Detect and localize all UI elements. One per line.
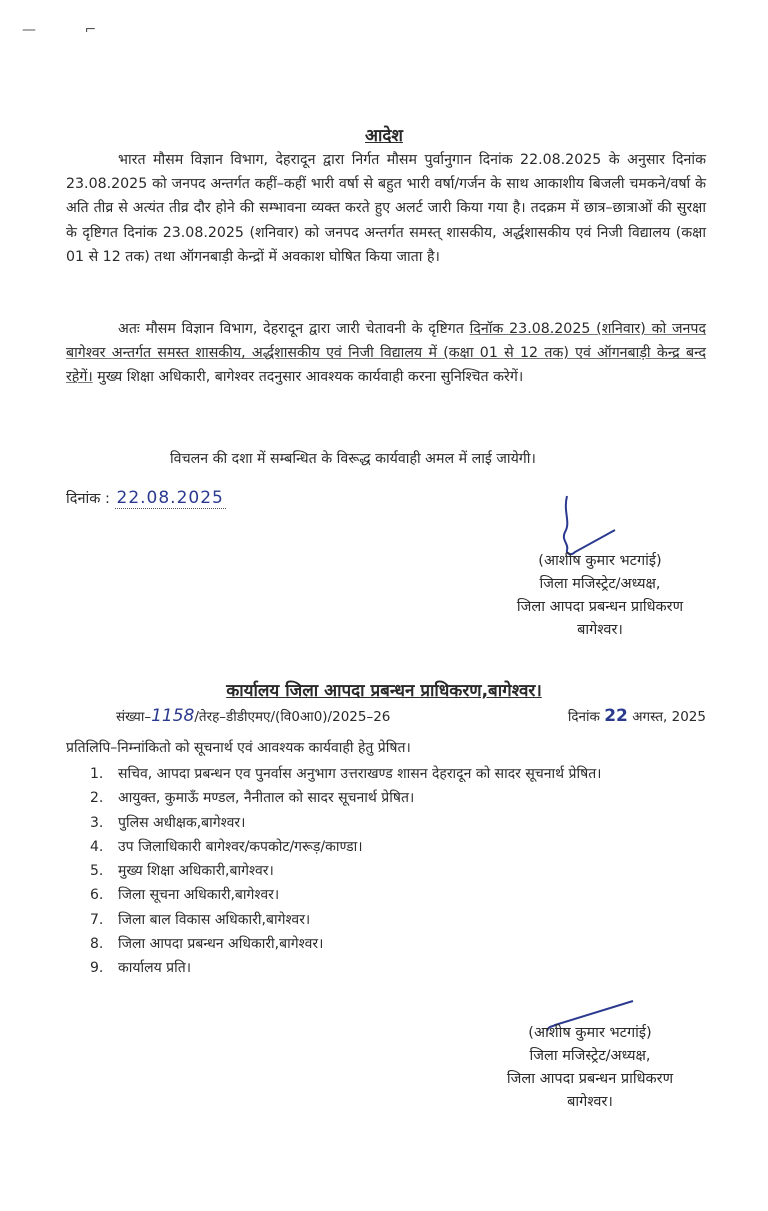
paragraph-1 xyxy=(66,148,706,269)
item-text: उप जिलाधिकारी बागेश्वर/कपकोट/गरूड़/काण्डा। xyxy=(118,838,363,855)
copy-to-list xyxy=(90,762,601,981)
signatory-designation: जिला मजिस्ट्रेट/अध्यक्ष, xyxy=(529,1048,651,1064)
corner-marks: — ⌐ xyxy=(22,22,119,38)
item-number: 5. xyxy=(90,863,104,880)
signatory-block-1 xyxy=(480,550,720,642)
signatory-authority: जिला आपदा प्रबन्धन प्राधिकरण xyxy=(506,1071,674,1087)
ref-date-day: 22 xyxy=(604,706,628,726)
item-number: 1. xyxy=(90,766,104,782)
item-text: जिला आपदा प्रबन्धन अधिकारी,बागेश्वर। xyxy=(118,936,324,953)
item-text: आयुक्त, कुमाऊँ मण्डल, नैनीताल को सादर सूचनार्थ प्रेषित। xyxy=(118,790,415,807)
signatory-block-2 xyxy=(470,1022,710,1114)
item-number: 2. xyxy=(90,790,104,807)
signatory-place: बागेश्वर। xyxy=(577,622,623,638)
handwritten-date: 22.08.2025 xyxy=(116,488,224,508)
item-number: 9. xyxy=(90,960,104,977)
list-item xyxy=(90,908,601,932)
paragraph-1-text: भारत मौसम विज्ञान विभाग, देहरादून द्वारा निर्गत मौसम पुर्वानुगान दिनांक 22.08.2025 के अनुसार दिनांक 23.08.2025 को जनपद अन्तर्गत कहीं–कहीं भारी वर्षा से बहुत भारी वर्षा/गर्जन के साथ आकाशीय बिजली चमकने/वर्षा के अति तीव्र से अत्यंत तीव्र दौर होने की सम्भावना व्यक्त करते हुए अलर्ट जारी किया गया है। तदक्रम में छात्र–छात्राओं की सुरक्षा के दृष्टिगत दिनांक 23.08.2025 (शनिवार) को जनपद अन्तर्गत समस्त् शासकीय, अर्द्धशासकीय एवं निजी विद्यालय (कक्षा 01 से 12 तक) तथा ऑगनबाड़ी केन्द्रों में अवकाश घोषित किया जाता है। xyxy=(66,152,706,265)
item-text: मुख्य शिक्षा अधिकारी,बागेश्वर। xyxy=(118,863,274,880)
date-label: दिनांक : xyxy=(66,491,110,507)
item-text: पुलिस अधीक्षक,बागेश्वर। xyxy=(118,814,246,831)
order-date xyxy=(66,488,226,508)
paragraph-2-tail: मुख्य शिक्षा अधिकारी, बागेश्वर तदनुसार आवश्यक कार्यवाही करना सुनिश्चित करेगें। xyxy=(92,369,524,386)
ref-number: 1158 xyxy=(151,706,195,726)
signatory-name: (आशीष कुमार भटगांई) xyxy=(528,1025,652,1041)
signatory-place: बागेश्वर। xyxy=(567,1094,613,1110)
copy-to-intro: प्रतिलिपि–निम्नांकितो को सूचनार्थ एवं आवश्यक कार्यवाही हेतु प्रेषित। xyxy=(66,740,411,756)
paragraph-2-underlined: दिनॉक 23.08.2025 (शनिवार) को जनपद बागेश्वर अन्तर्गत समस्त शासकीय, अर्द्धशासकीय एवं निजी विद्यालय में (कक्षा 01 से 12 तक) एवं ऑगनबाड़ी केन्द्र बन्द रहेगें। xyxy=(66,321,706,386)
item-number: 4. xyxy=(90,838,104,855)
list-item xyxy=(90,835,601,859)
paragraph-2-lead: अतः मौसम विज्ञान विभाग, देहरादून द्वारा जारी चेतावनी के दृष्टिगत xyxy=(118,321,470,337)
order-title: आदेश xyxy=(365,126,403,146)
ref-suffix: /तेरह–डीडीएमए/(वि0आ0)/2025–26 xyxy=(194,709,391,725)
paragraph-3: विचलन की दशा में सम्बन्धित के विरूद्ध कार्यवाही अमल में लाई जायेगी। xyxy=(170,451,536,467)
signatory-authority: जिला आपदा प्रबन्धन प्राधिकरण xyxy=(516,599,684,615)
item-text: जिला सूचना अधिकारी,बागेश्वर। xyxy=(118,887,280,904)
item-number: 7. xyxy=(90,911,104,928)
item-number: 8. xyxy=(90,936,104,953)
list-item xyxy=(90,883,601,907)
list-item xyxy=(90,762,601,786)
ref-date xyxy=(568,706,706,726)
list-item xyxy=(90,956,601,980)
office-title-text: कार्यालय जिला आपदा प्रबन्धन प्राधिकरण,बागेश्वर। xyxy=(226,681,542,701)
ref-prefix: संख्या– xyxy=(116,709,152,725)
list-item xyxy=(90,859,601,883)
item-number: 6. xyxy=(90,887,104,904)
signatory-name: (आशीष कुमार भटगांई) xyxy=(538,553,662,569)
reference-line xyxy=(116,706,706,726)
paragraph-2 xyxy=(66,317,706,390)
ref-date-prefix: दिनांक xyxy=(567,709,600,725)
item-text: कार्यालय प्रति। xyxy=(118,960,192,977)
item-number: 3. xyxy=(90,814,104,831)
signatory-designation: जिला मजिस्ट्रेट/अध्यक्ष, xyxy=(539,576,661,592)
ref-date-suffix: अगस्त, 2025 xyxy=(632,709,706,725)
list-item xyxy=(90,786,601,810)
list-item xyxy=(90,932,601,956)
item-text: सचिव, आपदा प्रबन्धन एव पुनर्वास अनुभाग उत्तराखण्ड शासन देहरादून को सादर सूचनार्थ प्रेषित। xyxy=(118,766,602,782)
list-item xyxy=(90,811,601,835)
item-text: जिला बाल विकास अधिकारी,बागेश्वर। xyxy=(118,911,311,928)
office-title xyxy=(0,678,768,701)
